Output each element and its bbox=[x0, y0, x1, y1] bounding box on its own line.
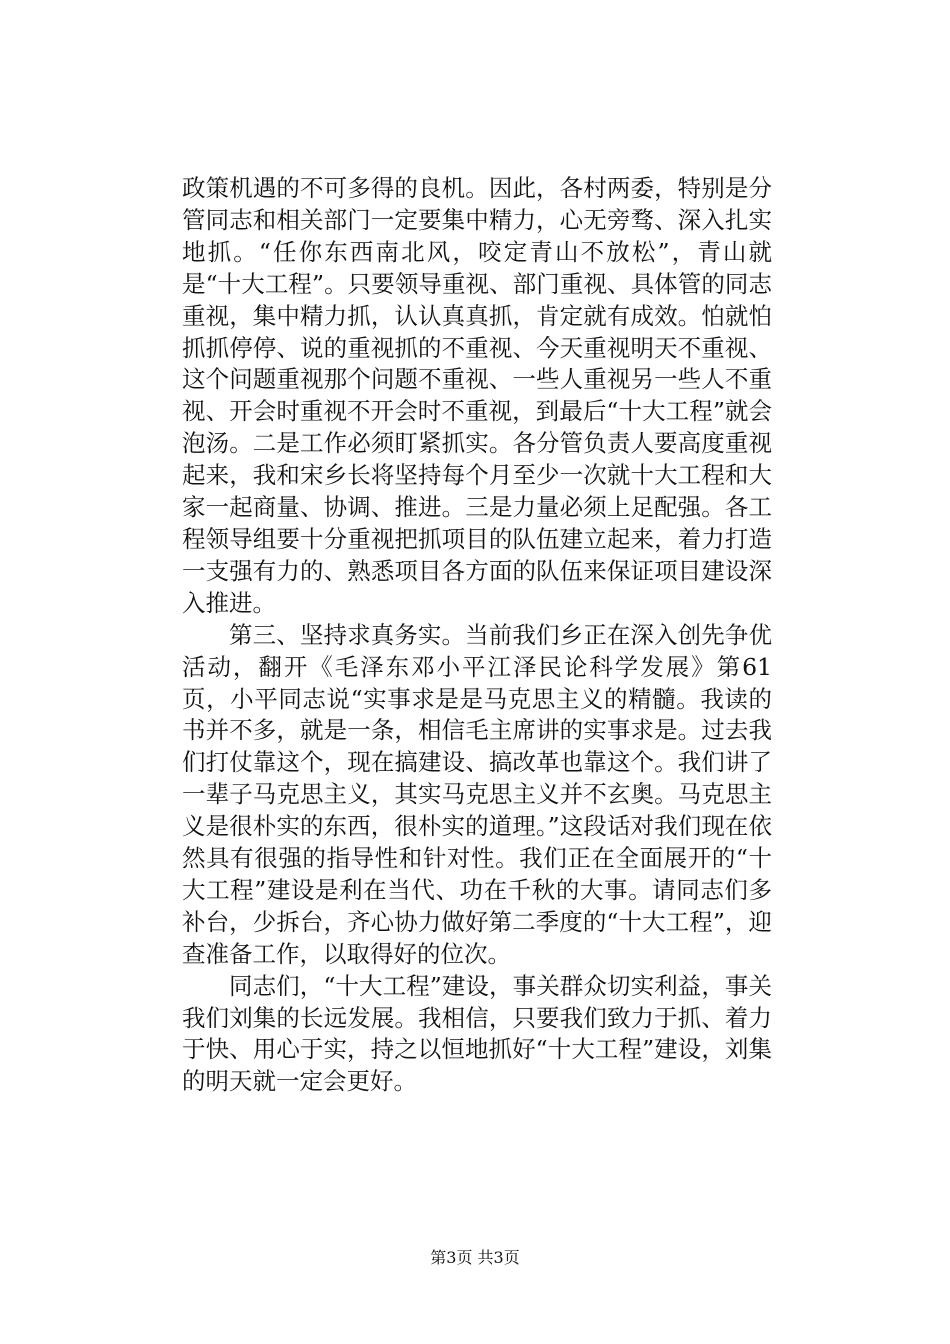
page-number-footer: 第3页 共3页 bbox=[430, 1248, 520, 1267]
paragraph-3: 同志们，“十大工程”建设，事关群众切实利益，事关我们刘集的长远发展。我相信，只要我们致力于抓、着力于快、用心于实，持之以恒地抓好“十大工程”建设，刘集的明天就一定会更好。 bbox=[182, 971, 772, 1096]
document-body bbox=[182, 173, 772, 1098]
paragraph-2: 第三、坚持求真务实。当前我们乡正在深入创先争优活动，翻开《毛泽东邓小平江泽民论科学发展》第61页，小平同志说“实事求是是马克思主义的精髓。我读的书并不多，就是一条，相信毛主席讲的实事求是。过去我们打仗靠这个，现在搞建设、搞改革也靠这个。我们讲了一辈子马克思主义，其实马克思主义并不玄奥。马克思主义是很朴实的东西，很朴实的道理。”这段话对我们现在依然具有很强的指导性和针对性。我们正在全面展开的“十大工程”建设是利在当代、功在千秋的大事。请同志们多补台，少拆台，齐心协力做好第二季度的“十大工程”，迎查准备工作，以取得好的位次。 bbox=[182, 620, 772, 968]
paragraph-1: 政策机遇的不可多得的良机。因此，各村两委，特别是分管同志和相关部门一定要集中精力，心无旁骛、深入扎实地抓。“任你东西南北风，咬定青山不放松”，青山就是“十大工程”。只要领导重视、部门重视、具体管的同志重视，集中精力抓，认认真真抓，肯定就有成效。怕就怕抓抓停停、说的重视抓的不重视、今天重视明天不重视、这个问题重视那个问题不重视、一些人重视另一些人不重视、开会时重视不开会时不重视，到最后“十大工程”就会泡汤。二是工作必须盯紧抓实。各分管负责人要高度重视起来，我和宋乡长将坚持每个月至少一次就十大工程和大家一起商量、协调、推进。三是力量必须上足配强。各工程领导组要十分重视把抓项目的队伍建立起来，着力打造一支强有力的、熟悉项目各方面的队伍来保证项目建设深入推进。 bbox=[182, 174, 772, 617]
